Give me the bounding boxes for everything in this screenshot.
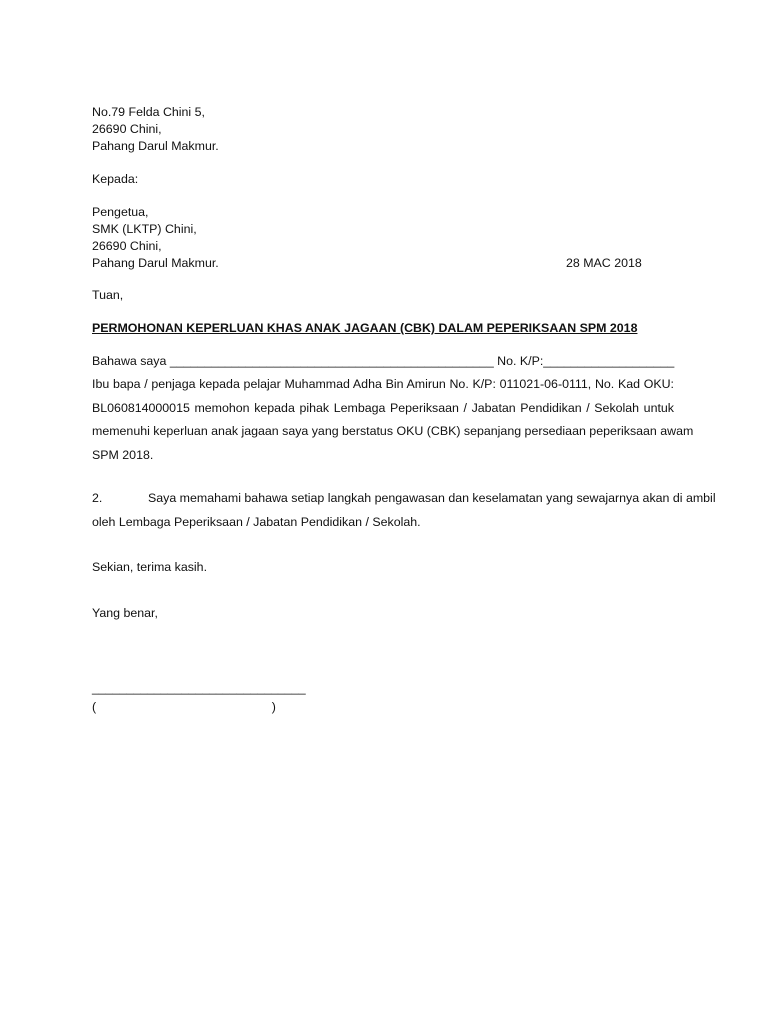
- letter-subject: PERMOHONAN KEPERLUAN KHAS ANAK JAGAAN (CBK) DALAM PEPERIKSAAN SPM 2018: [92, 321, 638, 335]
- recipient-address-line-3: 26690 Chini,: [92, 239, 162, 253]
- paragraph-2-number: 2.: [92, 491, 103, 505]
- paragraph-2-line: [92, 487, 716, 511]
- paragraph-1-line: Ibu bapa / penjaga kepada pelajar Muhammad Adha Bin Amirun No. K/P: 011021-06-0111, No. Kad OKU:: [92, 377, 674, 391]
- kepada-label: Kepada:: [92, 172, 139, 186]
- sender-address-line-1: No.79 Felda Chini 5,: [92, 105, 205, 119]
- paragraph-2-line: oleh Lembaga Peperiksaan / Jabatan Pendidikan / Sekolah.: [92, 514, 421, 529]
- paragraph-1-line: memenuhi keperluan anak jagaan saya yang berstatus OKU (CBK) sepanjang persediaan peperiksaan awam: [92, 424, 694, 438]
- letter-date: 28 MAC 2018: [566, 256, 642, 270]
- applicant-line: Bahawa saya _______________________________________________ No. K/P:___________________: [92, 354, 675, 368]
- paragraph-1-line: BL060814000015 memohon kepada pihak Lembaga Peperiksaan / Jabatan Pendidikan / Sekolah untuk: [92, 400, 674, 415]
- recipient-address-line-1: Pengetua,: [92, 205, 149, 219]
- name-brackets: ( ): [92, 700, 276, 714]
- sender-address-line-2: 26690 Chini,: [92, 122, 162, 136]
- closing-remark: Sekian, terima kasih.: [92, 560, 208, 574]
- paragraph-1-line: SPM 2018.: [92, 447, 154, 462]
- paragraph-2-text: Saya memahami bahawa setiap langkah pengawasan dan keselamatan yang sewajarnya akan di ambil: [148, 491, 716, 505]
- paragraph-2: [92, 487, 716, 534]
- recipient-address-line-2: SMK (LKTP) Chini,: [92, 222, 197, 236]
- signature-line: _______________________________: [92, 681, 306, 695]
- sender-address-line-3: Pahang Darul Makmur.: [92, 139, 219, 153]
- salutation: Tuan,: [92, 288, 124, 302]
- sign-off: Yang benar,: [92, 606, 158, 620]
- recipient-address-line-4: Pahang Darul Makmur.: [92, 256, 219, 270]
- paragraph-1: [92, 373, 694, 467]
